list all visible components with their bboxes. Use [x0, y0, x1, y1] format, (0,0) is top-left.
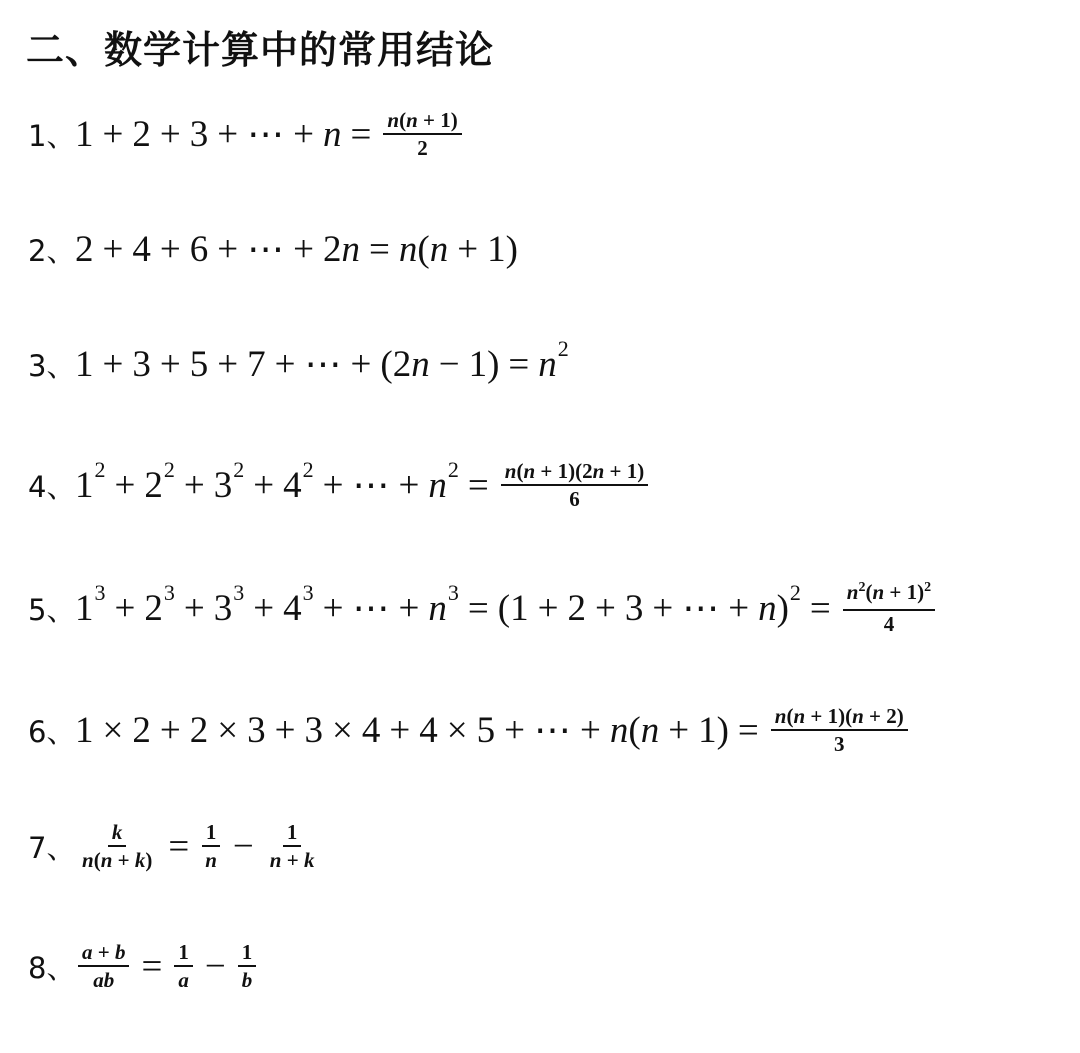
- formula-5: [28, 568, 938, 648]
- formula-expression: 1 + 3 + 5 + 7 + ⋯ + (2 n − 1) = n 2: [75, 336, 569, 385]
- formula-expression: $\frac{a + b}{ab}$ = $\frac{1}{a}$ − $\frac{1}{b}$: [75, 941, 259, 991]
- fraction: $\frac{k}{n(n + k)}$: [82, 820, 153, 872]
- formula-1: [28, 94, 465, 174]
- formula-number: 8、: [28, 950, 76, 985]
- fraction: $\frac{1}{n}$: [201, 821, 221, 871]
- formula-number: 4、: [28, 469, 76, 504]
- formula-number: 3、: [28, 348, 76, 383]
- formula-3: [28, 324, 569, 404]
- formula-expression: 1 + 2 + 3 + ⋯ + n = $\frac{n(n + 1)}{2}$: [75, 109, 465, 159]
- formula-expression: 1 2 + 2 2 + 3 2 + 4 2 + ⋯ + n 2 = $\frac{n(n + 1)(2n + 1)}{6}$: [75, 460, 651, 510]
- formula-expression: 1 × 2 + 2 × 3 + 3 × 4 + 4 × 5 + ⋯ + n ( n + 1) = $\frac{n(n + 1)(n + 2)}{3}$: [75, 705, 911, 755]
- formula-number: 2、: [28, 233, 76, 268]
- fraction: $\frac{n^2(n + 1)^2}{4}$: [843, 581, 935, 635]
- formula-4: [28, 445, 651, 525]
- formula-expression: 1 3 + 2 3 + 3 3 + 4 3 + ⋯ + n 3 = (1 + 2 + 3 + ⋯ + n ) 2 = $\frac{n^2(n + 1)^2}{4}$: [75, 581, 938, 635]
- fraction: $\frac{1}{a}$: [174, 941, 193, 991]
- formula-number: 6、: [28, 714, 76, 749]
- fraction: $\frac{a + b}{ab}$: [78, 941, 129, 991]
- fraction: $\frac{n(n + 1)(n + 2)}{3}$: [771, 705, 908, 755]
- fraction: $\frac{1}{n + k}$: [269, 820, 315, 872]
- formula-7: [28, 806, 321, 886]
- fraction: $\frac{n(n + 1)(2n + 1)}{6}$: [501, 460, 648, 510]
- formula-number: 7、: [28, 830, 76, 865]
- fraction: $\frac{1}{b}$: [238, 941, 257, 991]
- formula-number: 5、: [28, 592, 76, 627]
- formula-expression: 2 + 4 + 6 + ⋯ + 2 n = n ( n + 1): [75, 228, 518, 270]
- formula-number: 1、: [28, 118, 76, 153]
- fraction: $\frac{n(n + 1)}{2}$: [383, 109, 461, 159]
- formula-2: [28, 209, 518, 289]
- section-title: 二、数学计算中的常用结论: [26, 28, 495, 72]
- formula-6: [28, 690, 911, 770]
- formula-expression: $\frac{k}{n(n + k)}$ = $\frac{1}{n}$ − $\frac{1}{n + k}$: [75, 821, 321, 871]
- formula-8: [28, 926, 259, 1006]
